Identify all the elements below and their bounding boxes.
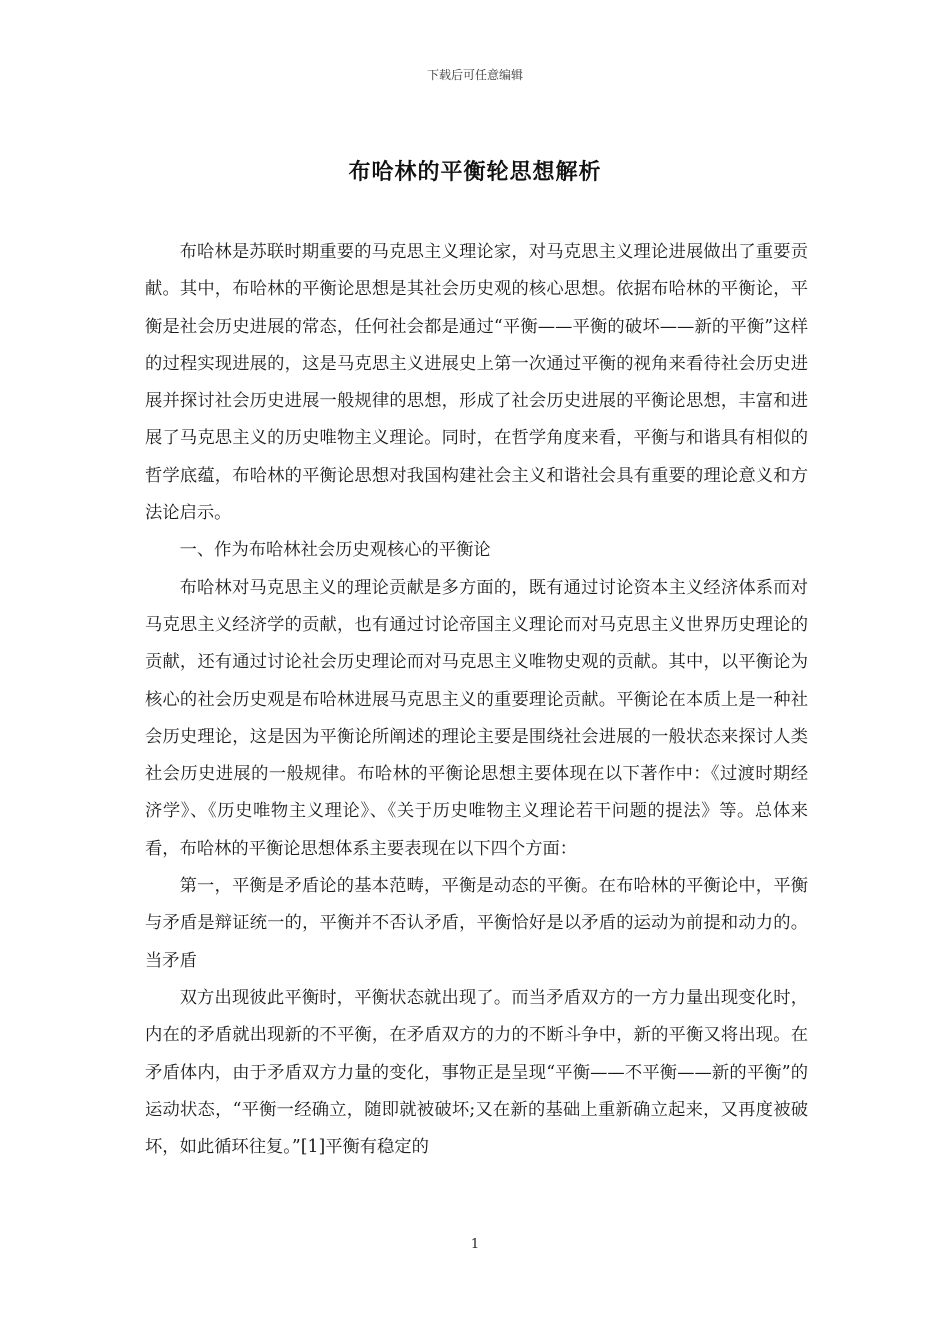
document-title: 布哈林的平衡轮思想解析: [348, 159, 602, 185]
page-header-note: 下载后可任意编辑: [426, 68, 523, 82]
page-number: 1: [470, 1237, 480, 1252]
section-heading-1: 一、作为布哈林社会历史观核心的平衡论: [179, 540, 491, 561]
paragraph-section-1: 布哈林对马克思主义的理论贡献是多方面的，既有通过讨论资本主义经济体系而对马克思主义经济学的贡献，也有通过讨论帝国主义理论而对马克思主义世界历史理论的贡献，还有通过讨论社会历史理论而对马克思主义唯物史观的贡献。其中，以平衡论为核心的社会历史观是布哈林进展马克思主义的重要理论贡献。平衡论在本质上是一种社会历史理论，这是因为平衡论所阐述的理论主要是围绕社会进展的一般状态来探讨人类社会历史进展的一般规律。布哈林的平衡论思想主要体现在以下著作中：《过渡时期经济学》、《历史唯物主义理论》、《关于历史唯物主义理论若干问题的提法》等。总体来看，布哈林的平衡论思想体系主要表现在以下四个方面：: [145, 577, 808, 859]
paragraph-point-1: 第一，平衡是矛盾论的基本范畴，平衡是动态的平衡。在布哈林的平衡论中，平衡与矛盾是辩证统一的，平衡并不否认矛盾，平衡恰好是以矛盾的运动为前提和动力的。当矛盾: [145, 876, 808, 971]
document-body: [145, 234, 808, 1166]
paragraph-intro: 布哈林是苏联时期重要的马克思主义理论家，对马克思主义理论进展做出了重要贡献。其中，布哈林的平衡论思想是其社会历史观的核心思想。依据布哈林的平衡论，平衡是社会历史进展的常态，任何社会都是通过“平衡——平衡的破坏——新的平衡”这样的过程实现进展的，这是马克思主义进展史上第一次通过平衡的视角来看待社会历史进展并探讨社会历史进展一般规律的思想，形成了社会历史进展的平衡论思想，丰富和进展了马克思主义的历史唯物主义理论。同时，在哲学角度来看，平衡与和谐具有相似的哲学底蕴，布哈林的平衡论思想对我国构建社会主义和谐社会具有重要的理论意义和方法论启示。: [145, 242, 808, 524]
paragraph-point-1-continued: 双方出现彼此平衡时，平衡状态就出现了。而当矛盾双方的一方力量出现变化时，内在的矛盾就出现新的不平衡，在矛盾双方的力的不断斗争中，新的平衡又将出现。在矛盾体内，由于矛盾双方力量的变化，事物正是呈现“平衡——不平衡——新的平衡”的运动状态，“平衡一经确立，随即就被破坏;又在新的基础上重新确立起来，又再度被破坏，如此循环往复。”[1]平衡有稳定的: [145, 987, 808, 1158]
